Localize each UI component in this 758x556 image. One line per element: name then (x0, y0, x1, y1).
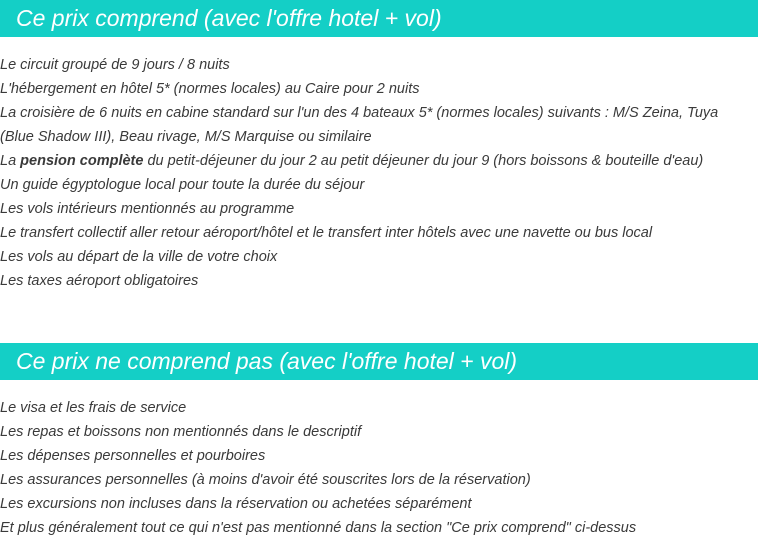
list-item: L'hébergement en hôtel 5* (normes locales) au Caire pour 2 nuits (0, 81, 420, 97)
list-item (0, 149, 748, 173)
list-item: Les dépenses personnelles et pourboires (0, 448, 266, 464)
item-text-before: La (0, 153, 21, 169)
list-item: Les taxes aéroport obligatoires (0, 273, 199, 289)
list-item: Les vols au départ de la ville de votre choix (0, 249, 278, 265)
list-item: Le circuit groupé de 9 jours / 8 nuits (0, 57, 230, 73)
excluded-section-title: Ce prix ne comprend pas (avec l'offre hotel + vol) (0, 343, 758, 380)
list-item: Les excursions non incluses dans la réservation ou achetées séparément (0, 496, 472, 512)
list-item: Un guide égyptologue local pour toute la durée du séjour (0, 177, 365, 193)
list-item: Et plus généralement tout ce qui n'est pas mentionné dans la section "Ce prix comprend" ci-dessus (0, 520, 637, 536)
list-item: Le visa et les frais de service (0, 400, 187, 416)
list-item: Les repas et boissons non mentionnés dans le descriptif (0, 424, 362, 440)
item-text-after: du petit-déjeuner du jour 2 au petit déjeuner du jour 9 (hors boissons & bouteille d'eau) (143, 153, 704, 169)
list-item: Les assurances personnelles (à moins d'avoir été souscrites lors de la réservation) (0, 472, 531, 488)
list-item: Les vols intérieurs mentionnés au programme (0, 201, 295, 217)
item-bold-text: pension complète (20, 153, 144, 169)
list-item: Le transfert collectif aller retour aéroport/hôtel et le transfert inter hôtels avec une navette ou bus local (0, 225, 653, 241)
list-item: La croisière de 6 nuits en cabine standard sur l'un des 4 bateaux 5* (normes locales) suivants : M/S Zeina, Tuya (Blue Shadow III), Beau rivage, M/S Marquise ou similaire (0, 105, 719, 145)
excluded-list (0, 396, 748, 540)
included-list (0, 53, 748, 293)
included-section-title: Ce prix comprend (avec l'offre hotel + vol) (0, 0, 758, 37)
